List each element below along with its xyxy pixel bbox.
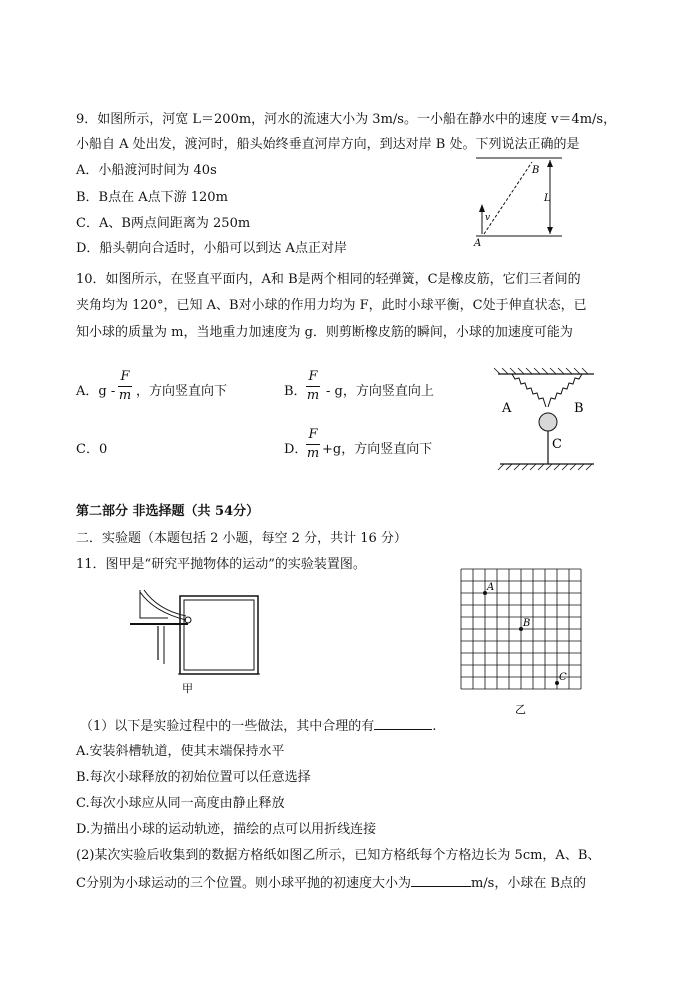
q11-fig-yi-label: 乙	[515, 703, 526, 716]
q11-grid-point-a: A	[487, 582, 495, 593]
fraction-numerator: F	[120, 369, 130, 384]
q10-stem-line3: 知小球的质量为 m，当地重力加速度为 g．则剪断橡皮筋的瞬间，小球的加速度可能为	[76, 325, 573, 340]
q9-fig-label-b: B	[532, 165, 540, 176]
q9-option-c: C．A、B两点间距离为 250m	[76, 216, 251, 231]
q10-fig-label-a: A	[502, 401, 512, 416]
fraction-denominator: m	[118, 388, 132, 403]
q9-river-figure	[470, 148, 570, 248]
part2-heading: 第二部分 非选择题（共 54分）	[76, 504, 260, 519]
q10-stem-line2: 夹角均为 120°，已知 A、B对小球的作用力均为 F，此时小球平衡，C处于伸直状态，已	[76, 298, 587, 313]
q11-sub2-line1: (2)某次实验后收集到的数据方格纸如图乙所示，已知方格纸每个方格边长为 5cm，A、B、	[76, 848, 601, 863]
q11-grid-figure-yi	[458, 567, 584, 717]
fraction-bar	[306, 386, 320, 387]
q11-sub2-line2	[76, 876, 586, 892]
q11-sub2-answer-blank[interactable]	[411, 886, 471, 887]
fraction-denominator: m	[306, 446, 320, 461]
fraction-bar	[306, 444, 320, 445]
fraction-numerator: F	[308, 427, 318, 442]
q10-option-b-fraction	[306, 369, 320, 404]
q11-sub1-end: .	[432, 719, 437, 734]
q9-fig-label-a: A	[474, 238, 482, 249]
fraction-denominator: m	[306, 388, 320, 403]
q10-option-d-fraction	[306, 427, 320, 462]
q11-option-c: C.每次小球应从同一高度由静止释放	[76, 796, 285, 811]
q11-apparatus-figure-jia	[128, 584, 270, 696]
q10-option-a-prefix: A．g -	[76, 384, 116, 399]
q10-option-c: C．0	[76, 442, 108, 457]
q11-option-d: D.为描出小球的运动轨迹，描绘的点可以用折线连接	[76, 822, 377, 837]
q11-grid-point-b: B	[523, 618, 531, 629]
q10-option-b-prefix: B．	[284, 384, 307, 399]
q11-sub1-text: （1）以下是实验过程中的一些做法，其中合理的有	[80, 719, 375, 734]
fraction-bar	[118, 386, 132, 387]
q10-option-a-fraction	[118, 369, 132, 404]
q10-fig-label-c: C	[552, 437, 562, 452]
q9-stem-line2: 小船自 A 处出发，渡河时，船头始终垂直河岸方向，到达对岸 B 处。下列说法正确的是	[76, 137, 580, 152]
q10-stem-line1: 10．如图所示，在竖直平面内，A和 B是两个相同的轻弹簧，C是橡皮筋，它们三者间的	[76, 272, 581, 287]
q9-option-b: B．B点在 A点下游 120m	[76, 190, 228, 205]
q10-option-d-suffix: +g，方向竖直向下	[322, 442, 433, 457]
q10-fig-label-b: B	[574, 401, 584, 416]
q10-option-d-prefix: D．	[284, 442, 308, 457]
q11-fig-jia-label: 甲	[182, 682, 193, 695]
q10-spring-figure	[490, 366, 602, 478]
fraction-numerator: F	[308, 369, 318, 384]
q9-fig-label-v: v	[485, 213, 491, 223]
q10-option-a-suffix: ，方向竖直向下	[136, 384, 228, 399]
q9-fig-label-l: L	[544, 193, 551, 204]
q11-sub2-line2-text: C分别为小球运动的三个位置。则小球平抛的初速度大小为	[76, 876, 411, 891]
q11-sub1-answer-blank[interactable]	[374, 729, 432, 730]
part2-section-title: 二．实验题（本题包括 2 小题，每空 2 分，共计 16 分）	[76, 531, 407, 546]
q11-option-b: B.每次小球释放的初始位置可以任意选择	[76, 770, 311, 785]
q11-sub1-prompt	[80, 719, 436, 735]
q10-option-b-suffix: - g，方向竖直向上	[326, 384, 434, 399]
q11-sub2-line2-end: m/s，小球在 B点的	[470, 876, 587, 891]
q9-option-d: D．船头朝向合适时，小船可以到达 A点正对岸	[76, 241, 347, 256]
q9-option-a: A．小船渡河时间为 40s	[76, 163, 217, 178]
q11-stem: 11．图甲是“研究平抛物体的运动”的实验装置图。	[76, 557, 366, 572]
q9-stem-line1: 9．如图所示，河宽 L＝200m，河水的流速大小为 3m/s。一小船在静水中的速度 v＝4m/s，	[76, 112, 617, 127]
q11-option-a: A.安装斜槽轨道，使其末端保持水平	[76, 744, 285, 759]
q11-grid-point-c: C	[559, 672, 567, 683]
